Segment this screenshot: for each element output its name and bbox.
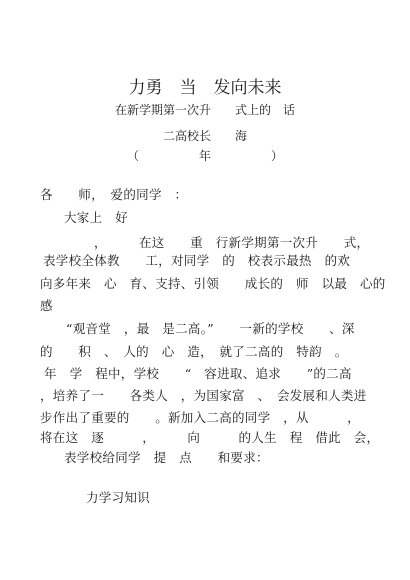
- paragraph-line: 表学校给同学 提 点 和要求：: [64, 450, 269, 465]
- paragraph-line: ，培养了一 各类人 ，为国家富 、 会发展和人类进: [40, 388, 367, 403]
- paragraph-line: 年 学 程中，学校 “ 容进取、追求 ”的二高: [44, 366, 352, 381]
- document-subtitle: 在新学期第一次升 式上的 话: [114, 103, 295, 117]
- paragraph-line: 感: [40, 298, 53, 313]
- paragraph-line: 将在这 逐 ， 向 的人生 程 借此 会，: [40, 430, 380, 445]
- paragraph-line: 向多年来 心 育、支持、引领 成长的 师 以最 心的: [40, 276, 386, 291]
- paragraph-line: “观音堂 ，最 是二高。” 一新的学校 、深: [66, 321, 355, 336]
- paragraph-line: 各 师， 爱的同学 ：: [40, 187, 188, 202]
- document-title: 力勇 当 发向未来: [128, 78, 282, 98]
- paragraph-line: 表学校全体教 工，对同学 的 校表示最热 的欢: [43, 253, 351, 268]
- paragraph-line: 大家上 好: [64, 210, 129, 225]
- paragraph-line: 的 积 、 人的 心 造， 就了二高的 特韵 。: [40, 344, 348, 359]
- paragraph-line: 力学习知识: [86, 490, 151, 505]
- paragraph-line: 步作出了重要的 。新加入二高的同学 ，从 ，: [40, 410, 361, 425]
- document-author: 二高校长 海: [162, 129, 247, 143]
- document-date: （ 年 ）: [126, 149, 283, 163]
- paragraph-line: ， 在这 重 行新学期第一次升 式，: [94, 235, 370, 250]
